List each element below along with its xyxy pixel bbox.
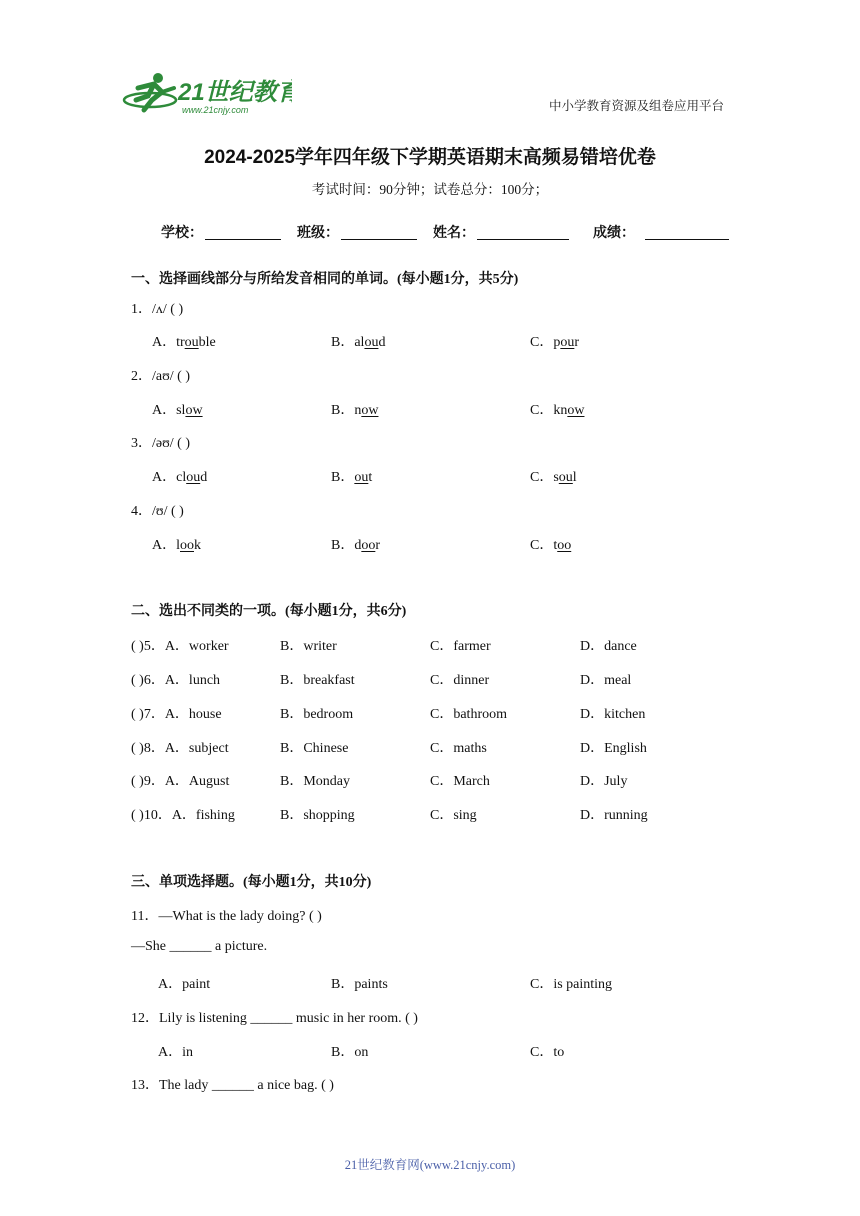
q5-option-d[interactable]: D．dance — [580, 639, 637, 654]
class-blank[interactable] — [341, 225, 417, 240]
q7-option-a[interactable]: ( )7．A．house — [131, 707, 222, 722]
section-1-heading: 一、选择画线部分与所给发音相同的单词。(每小题1分，共5分) — [131, 272, 519, 287]
score-blank[interactable] — [645, 225, 729, 240]
q11-option-c[interactable]: C．is painting — [530, 977, 613, 992]
q12-option-b[interactable]: B．on — [331, 1045, 369, 1060]
school-blank[interactable] — [205, 225, 281, 240]
school-field[interactable]: 学校： — [161, 222, 281, 242]
exam-subtitle: 考试时间：90分钟；试卷总分：100分； — [311, 182, 549, 197]
name-blank[interactable] — [477, 225, 569, 240]
q3-option-a[interactable]: A．cloud — [152, 470, 208, 485]
section-2-heading: 二、选出不同类的一项。(每小题1分，共6分) — [131, 604, 407, 619]
question-11: 11．—What is the lady doing? ( ) — [131, 909, 322, 924]
q9-option-b[interactable]: B．Monday — [280, 774, 350, 789]
question-12: 12．Lily is listening ______ music in her room. ( ) — [131, 1011, 418, 1026]
platform-label: 中小学教育资源及组卷应用平台 — [549, 99, 725, 113]
q11-option-a[interactable]: A．paint — [158, 977, 211, 992]
score-field[interactable]: 成绩： — [593, 222, 729, 242]
q7-option-b[interactable]: B．bedroom — [280, 707, 354, 722]
q8-option-c[interactable]: C．maths — [430, 741, 487, 756]
logo — [122, 70, 292, 116]
q4-option-a[interactable]: A．look — [152, 538, 201, 553]
question-13: 13．The lady ______ a nice bag. ( ) — [131, 1078, 334, 1093]
question-3: 3．/əʊ/ ( ) — [131, 436, 191, 451]
q5-option-a[interactable]: ( )5．A．worker — [131, 639, 229, 654]
q5-option-c[interactable]: C．farmer — [430, 639, 491, 654]
svg-text:21世纪教育: 21世纪教育 — [178, 79, 292, 106]
q6-option-d[interactable]: D．meal — [580, 673, 632, 688]
q8-option-d[interactable]: D．English — [580, 741, 647, 756]
q3-option-b[interactable]: B．out — [331, 470, 373, 485]
q8-option-a[interactable]: ( )8．A．subject — [131, 741, 229, 756]
q11-option-b[interactable]: B．paints — [331, 977, 388, 992]
q6-option-b[interactable]: B．breakfast — [280, 673, 355, 688]
q7-option-c[interactable]: C．bathroom — [430, 707, 507, 722]
q1-option-b[interactable]: B．aloud — [331, 335, 386, 350]
q6-option-c[interactable]: C．dinner — [430, 673, 490, 688]
q4-option-c[interactable]: C．too — [530, 538, 572, 553]
q6-option-a[interactable]: ( )6．A．lunch — [131, 673, 221, 688]
q7-option-d[interactable]: D．kitchen — [580, 707, 646, 722]
q4-option-b[interactable]: B．door — [331, 538, 381, 553]
section-3-heading: 三、单项选择题。(每小题1分，共10分) — [131, 875, 372, 890]
q2-option-a[interactable]: A．slow — [152, 403, 203, 418]
q10-option-a[interactable]: ( )10．A．fishing — [131, 808, 235, 823]
svg-text:www.21cnjy.com: www.21cnjy.com — [182, 105, 249, 115]
q2-option-b[interactable]: B．now — [331, 403, 379, 418]
question-11-response: —She ______ a picture. — [131, 939, 268, 954]
q10-option-d[interactable]: D．running — [580, 808, 648, 823]
q12-option-a[interactable]: A．in — [158, 1045, 193, 1060]
q2-option-c[interactable]: C．know — [530, 403, 585, 418]
q5-option-b[interactable]: B．writer — [280, 639, 337, 654]
q3-option-c[interactable]: C．soul — [530, 470, 577, 485]
page-title: 2024-2025学年四年级下学期英语期末高频易错培优卷 — [204, 147, 656, 168]
q12-option-c[interactable]: C．to — [530, 1045, 565, 1060]
question-4: 4．/ʊ/ ( ) — [131, 504, 184, 519]
footer-link[interactable]: 21世纪教育网(www.21cnjy.com) — [344, 1158, 516, 1172]
question-2: 2．/aʊ/ ( ) — [131, 369, 191, 384]
q9-option-a[interactable]: ( )9．A．August — [131, 774, 230, 789]
q10-option-b[interactable]: B．shopping — [280, 808, 355, 823]
q8-option-b[interactable]: B．Chinese — [280, 741, 349, 756]
q9-option-d[interactable]: D．July — [580, 774, 628, 789]
q1-option-c[interactable]: C．pour — [530, 335, 580, 350]
runner-logo-icon — [122, 70, 292, 116]
class-field[interactable]: 班级： — [297, 222, 417, 242]
question-1: 1．/ʌ/ ( ) — [131, 302, 184, 317]
q10-option-c[interactable]: C．sing — [430, 808, 477, 823]
name-field[interactable]: 姓名： — [433, 222, 569, 242]
q9-option-c[interactable]: C．March — [430, 774, 490, 789]
q1-option-a[interactable]: A．trouble — [152, 335, 216, 350]
